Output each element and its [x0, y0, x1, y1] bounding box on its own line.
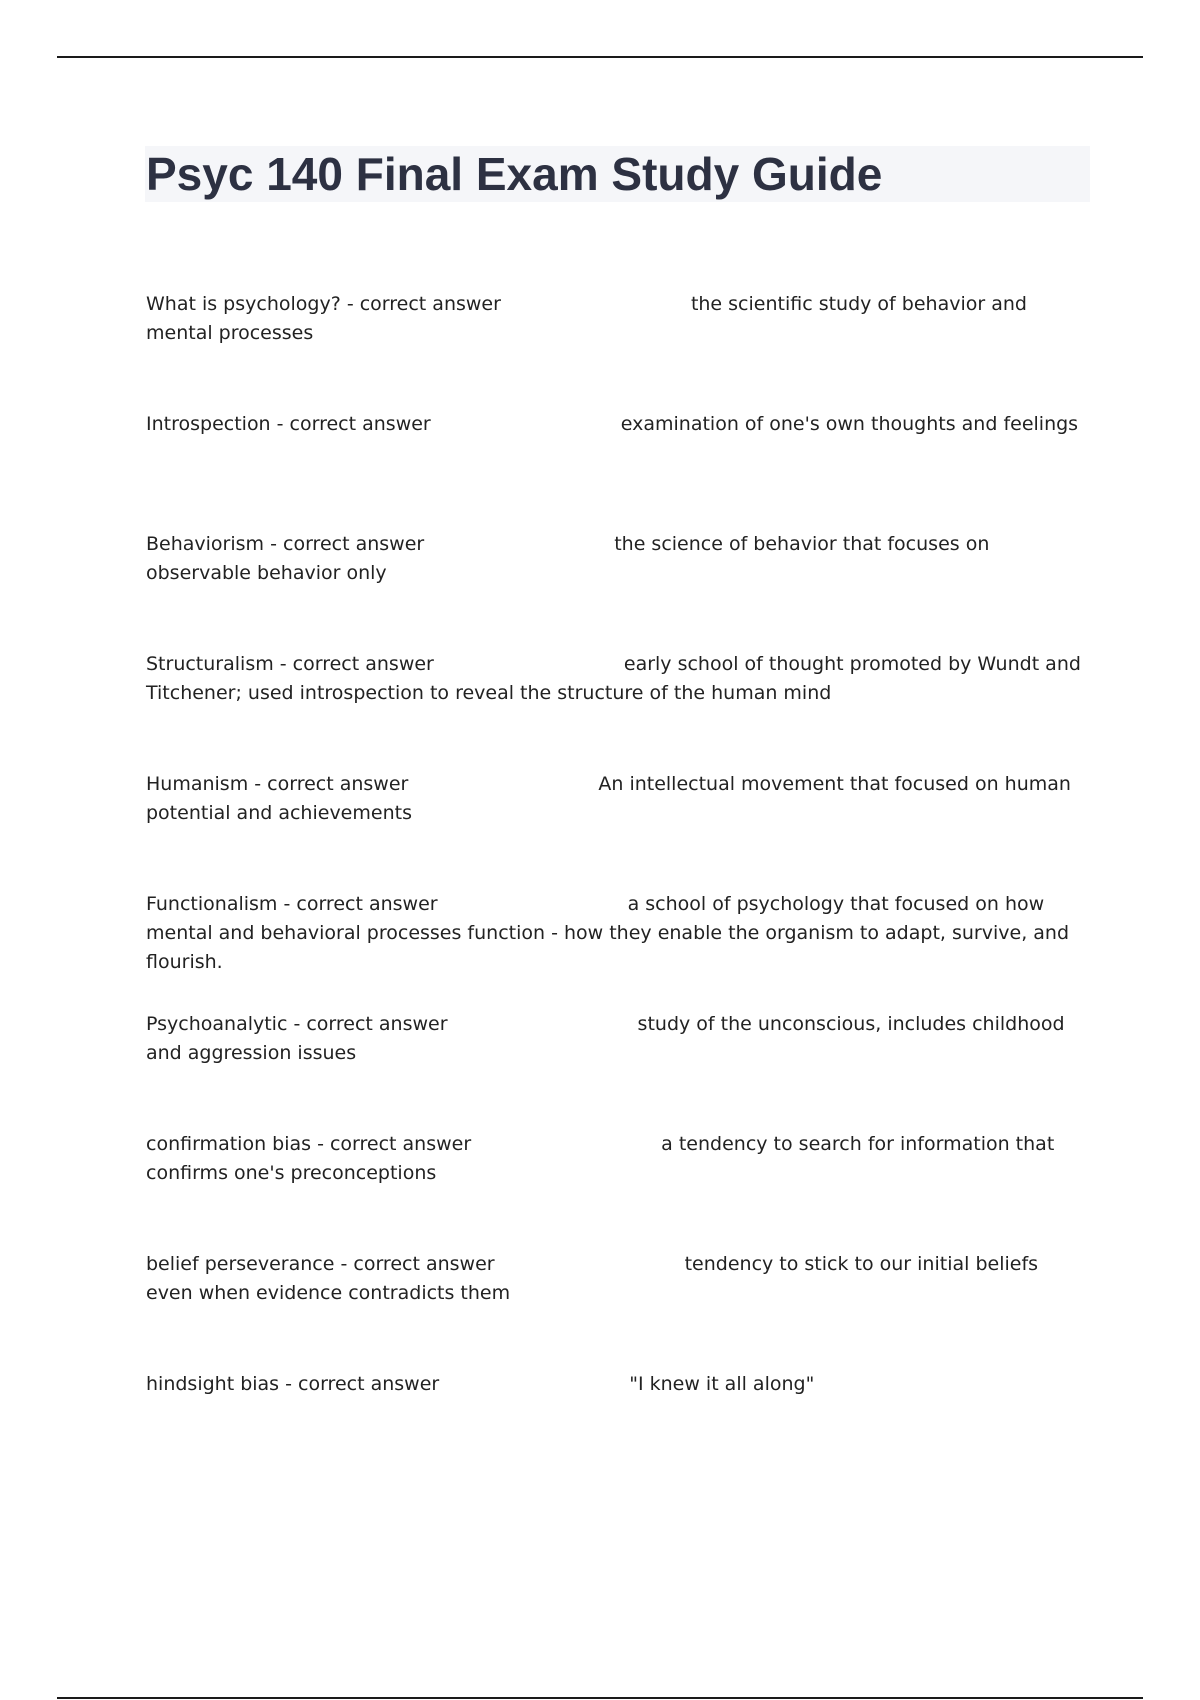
page-title: Psyc 140 Final Exam Study Guide: [146, 148, 883, 200]
entry-separator: - correct answer: [273, 653, 434, 675]
entry-term: Psychoanalytic: [146, 1013, 288, 1035]
entry-term: Functionalism: [146, 893, 278, 915]
flashcard-entry: [146, 770, 1081, 890]
entry-separator: - correct answer: [264, 533, 425, 555]
flashcard-entry: [146, 1130, 1081, 1250]
entry-answer: the science of behavior that focuses on observable behavior only: [146, 533, 990, 584]
entry-term: hindsight bias: [146, 1373, 280, 1395]
flashcard-entry: [146, 410, 1081, 530]
flashcard-entry: [146, 650, 1081, 770]
entry-answer: tendency to stick to our initial beliefs even when evidence contradicts them: [146, 1253, 1039, 1304]
flashcard-entry: [146, 1010, 1081, 1130]
entry-term: Behaviorism: [146, 533, 265, 555]
top-rule: [57, 56, 1143, 58]
entry-separator: - correct answer: [270, 413, 431, 435]
entry-answer: "I knew it all along": [629, 1373, 815, 1395]
entry-term: belief perseverance: [146, 1253, 335, 1275]
entry-answer: study of the unconscious, includes childhood and aggression issues: [146, 1013, 1065, 1064]
flashcard-entry: [146, 530, 1081, 650]
entry-answer: An intellectual movement that focused on human potential and achievements: [146, 773, 1071, 824]
entry-answer: early school of thought promoted by Wundt and Titchener; used introspection to reveal the structure of the human mind: [146, 653, 1081, 704]
flashcard-list: [146, 290, 1081, 1490]
flashcard-entry: [146, 290, 1081, 410]
entry-term: Introspection: [146, 413, 271, 435]
entry-separator: - correct answer: [279, 1373, 440, 1395]
entry-term: What is psychology?: [146, 293, 341, 315]
entry-answer: a tendency to search for information that confirms one's preconceptions: [146, 1133, 1055, 1184]
entry-separator: - correct answer: [340, 293, 501, 315]
entry-separator: - correct answer: [248, 773, 409, 795]
entry-separator: - correct answer: [277, 893, 438, 915]
flashcard-entry: [146, 1250, 1081, 1370]
entry-separator: - correct answer: [334, 1253, 495, 1275]
flashcard-entry: [146, 1370, 1081, 1490]
bottom-rule: [57, 1697, 1143, 1699]
entry-term: Structuralism: [146, 653, 274, 675]
entry-separator: - correct answer: [311, 1133, 472, 1155]
entry-term: Humanism: [146, 773, 249, 795]
entry-answer: the scientific study of behavior and mental processes: [146, 293, 1027, 344]
entry-answer: examination of one's own thoughts and feelings: [620, 413, 1079, 435]
entry-answer: a school of psychology that focused on how mental and behavioral processes function - how they enable the organism to adapt, survive, and flourish.: [146, 893, 1070, 973]
entry-separator: - correct answer: [287, 1013, 448, 1035]
entry-term: confirmation bias: [146, 1133, 312, 1155]
flashcard-entry: [146, 890, 1081, 1010]
